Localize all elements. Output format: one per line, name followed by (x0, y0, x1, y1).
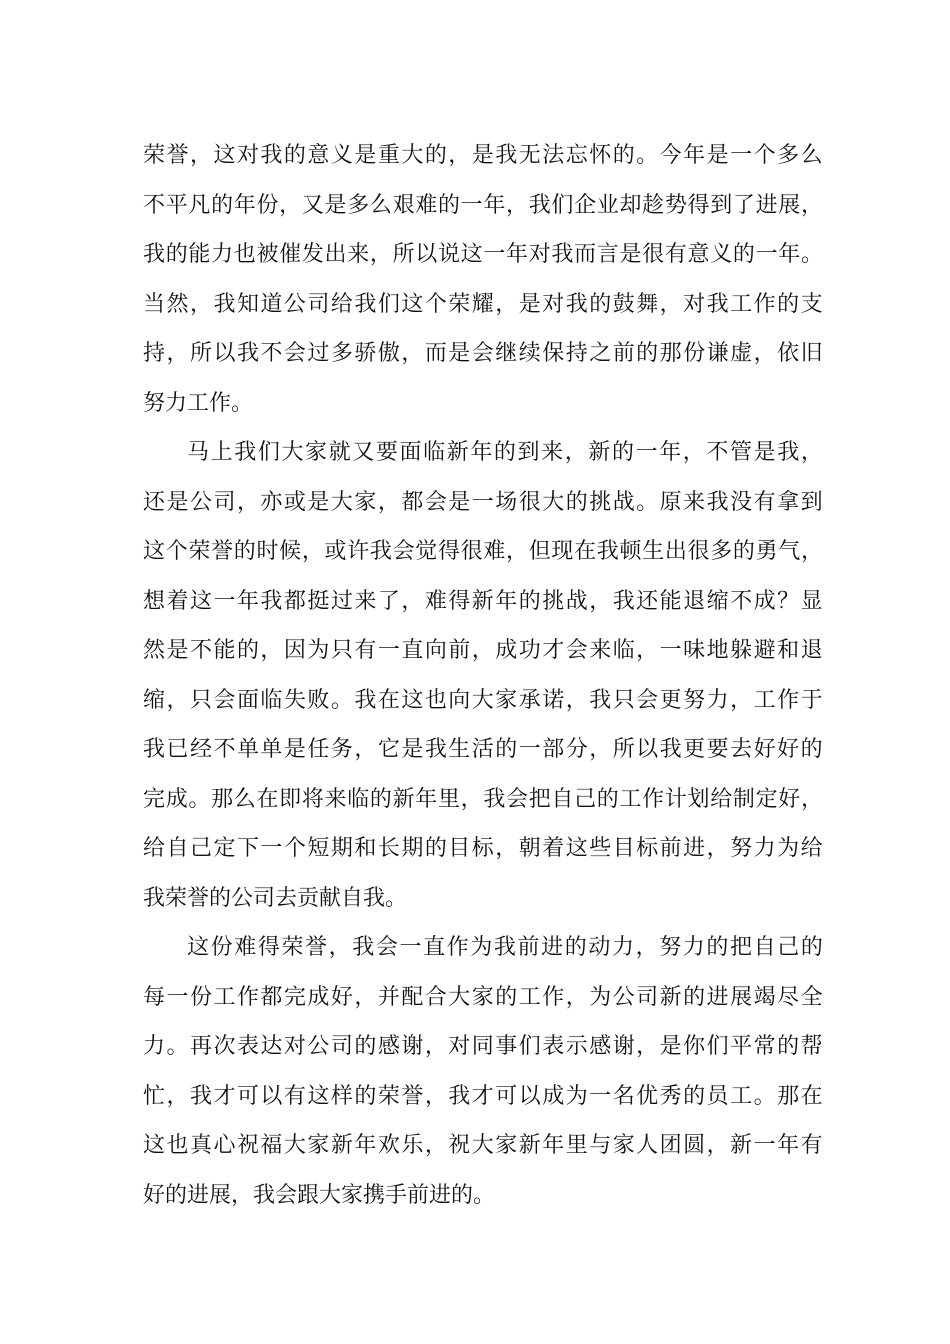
paragraph-2-line-3: 这 个 荣 誉 的 时 候 ， 或 许 我 会 觉 得 很 难 ， 但 现 在 我 顿 生 出 很 多 的 勇 气 ， (143, 539, 823, 564)
paragraph-2-line-10: 我荣誉的公司去贡献自我。 (143, 885, 408, 911)
paragraph-1-line-3: 我 的 能 力 也 被 催 发 出 来 ， 所 以 说 这 一 年 对 我 而 言 是 很 有 意 义 的 一 年 。 (143, 242, 823, 267)
paragraph-1-line-4: 当 然 ， 我 知 道 公 司 给 我 们 这 个 荣 耀 ， 是 对 我 的 鼓 舞 ， 对 我 工 作 的 支 (143, 291, 823, 317)
paragraph-2-line-9: 给 自 己 定 下 一 个 短 期 和 长 期 的 目 标 ， 朝 着 这 些 目 标 前 进 ， 努 力 为 给 (143, 836, 823, 861)
paragraph-3-line-2: 每 一 份 工 作 都 完 成 好 ， 并 配 合 大 家 的 工 作 ， 为 公 司 新 的 进 展 竭 尽 全 (143, 984, 823, 1010)
paragraph-3-line-5: 这 也 真 心 祝 福 大 家 新 年 欢 乐 ， 祝 大 家 新 年 里 与 家 人 团 圆 ， 新 一 年 有 (143, 1133, 823, 1158)
paragraph-1-line-6: 努力工作。 (143, 390, 254, 416)
paragraph-2-line-1: 马 上 我 们 大 家 就 又 要 面 临 新 年 的 到 来 ， 新 的 一 年 ， 不 管 是 我 ， (187, 440, 823, 465)
paragraph-2-line-2: 还 是 公 司 ， 亦 或 是 大 家 ， 都 会 是 一 场 很 大 的 挑 战 。 原 来 我 没 有 拿 到 (143, 489, 823, 515)
paragraph-2-line-4: 想 着 这 一 年 我 都 挺 过 来 了 ， 难 得 新 年 的 挑 战 ， 我 还 能 退 缩 不 成 ？ 显 (143, 588, 823, 614)
paragraph-3-line-1: 这 份 难 得 荣 誉 ， 我 会 一 直 作 为 我 前 进 的 动 力 ， 努 力 的 把 自 己 的 (187, 935, 823, 960)
paragraph-1-line-5: 持 ， 所 以 我 不 会 过 多 骄 傲 ， 而 是 会 继 续 保 持 之 前 的 那 份 谦 虚 ， 依 旧 (143, 341, 823, 366)
paragraph-3-line-6: 好的进展，我会跟大家携手前进的。 (143, 1182, 496, 1208)
paragraph-2-line-5: 然 是 不 能 的 ， 因 为 只 有 一 直 向 前 ， 成 功 才 会 来 临 ， 一 味 地 躲 避 和 退 (143, 638, 823, 663)
paragraph-1-line-1: 荣 誉 ， 这 对 我 的 意 义 是 重 大 的 ， 是 我 无 法 忘 怀 的 。 今 年 是 一 个 多 么 (143, 143, 823, 168)
paragraph-2-line-7: 我 已 经 不 单 单 是 任 务 ， 它 是 我 生 活 的 一 部 分 ， 所 以 我 更 要 去 好 好 的 (143, 737, 823, 762)
paragraph-3-line-4: 忙 ， 我 才 可 以 有 这 样 的 荣 誉 ， 我 才 可 以 成 为 一 名 优 秀 的 员 工 。 那 在 (143, 1083, 823, 1109)
paragraph-2-line-6: 缩 ， 只 会 面 临 失 败 。 我 在 这 也 向 大 家 承 诺 ， 我 只 会 更 努 力 ， 工 作 于 (143, 687, 823, 713)
paragraph-2-line-8: 完 成 。 那 么 在 即 将 来 临 的 新 年 里 ， 我 会 把 自 己 的 工 作 计 划 给 制 定 好 ， (143, 786, 823, 812)
paragraph-3-line-3: 力 。 再 次 表 达 对 公 司 的 感 谢 ， 对 同 事 们 表 示 感 谢 ， 是 你 们 平 常 的 帮 (143, 1034, 823, 1059)
document-body (143, 131, 823, 1220)
paragraph-1-line-2: 不 平 凡 的 年 份 ， 又 是 多 么 艰 难 的 一 年 ， 我 们 企 业 却 趁 势 得 到 了 进 展 ， (143, 192, 823, 218)
